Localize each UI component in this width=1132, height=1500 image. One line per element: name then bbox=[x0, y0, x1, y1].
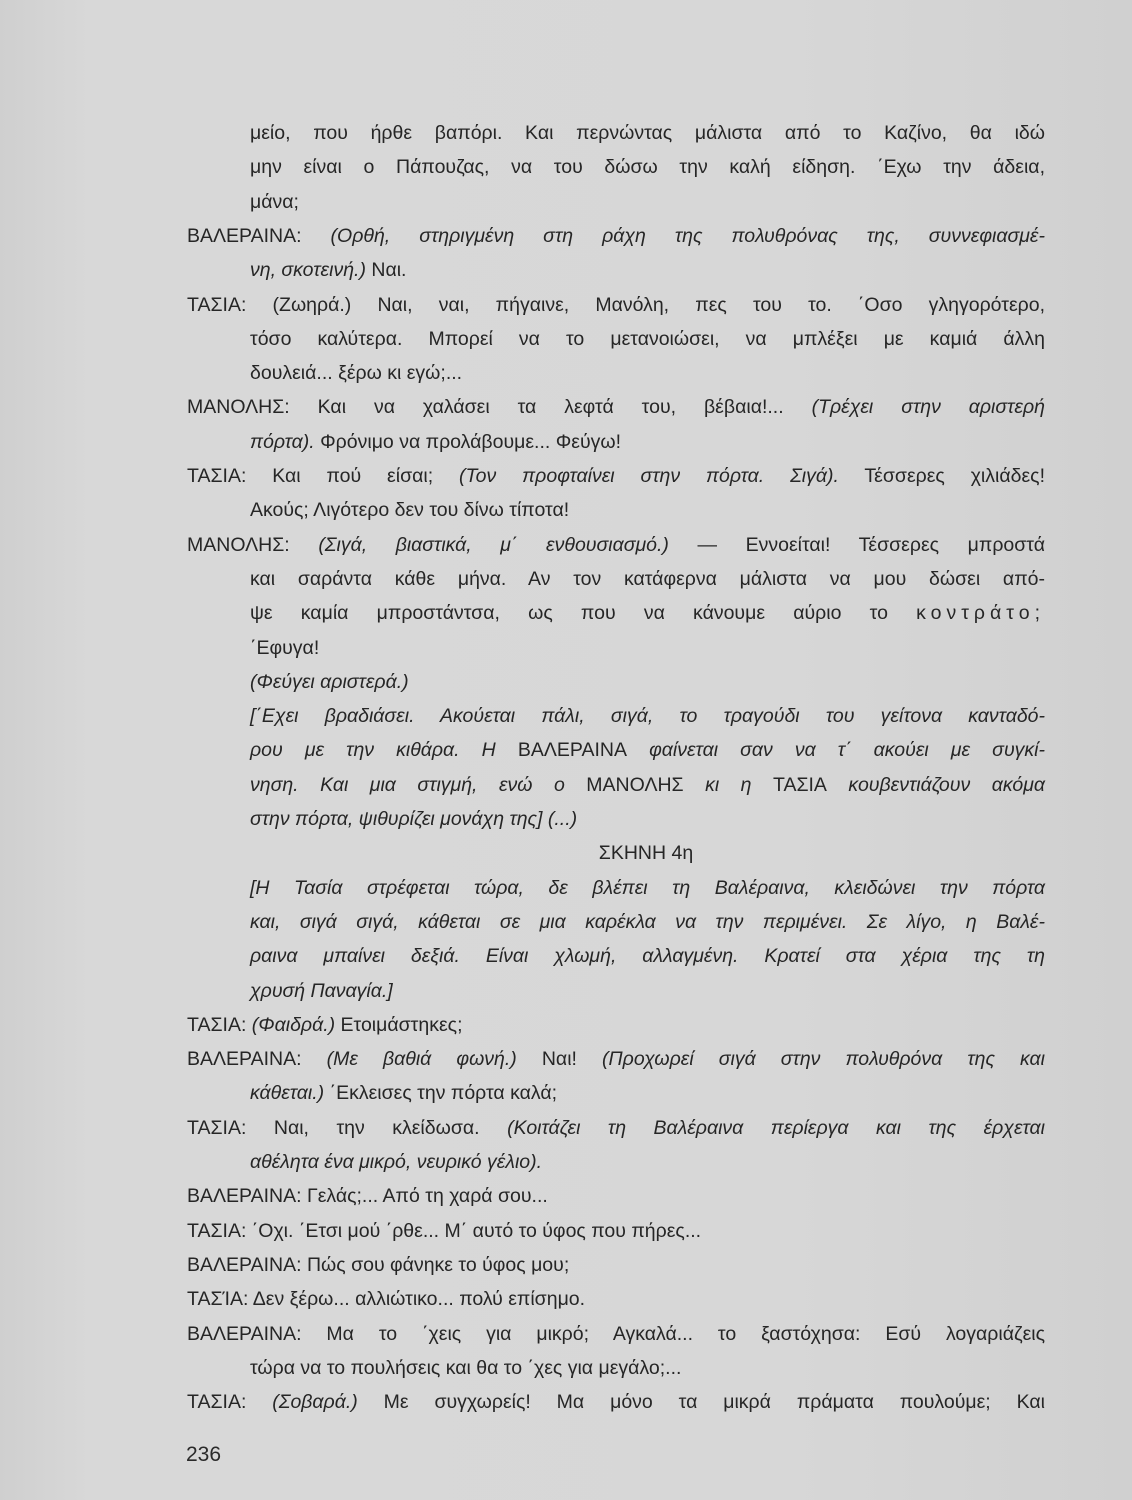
dialogue-text: ΜΑΝΟΛΗΣ: Και να χαλάσει τα λεφτά του, βέβαια!... bbox=[187, 396, 812, 419]
stage-direction: ρου με την κιθάρα. Η bbox=[250, 739, 518, 762]
dialogue-text: Τέσσερες χιλιάδες! bbox=[838, 465, 1045, 487]
text-line bbox=[250, 631, 1045, 665]
stage-direction: νηση. Και μια στιγμή, ενώ ο bbox=[250, 773, 587, 796]
stage-direction: πόρτα). bbox=[250, 430, 315, 453]
text-line bbox=[250, 596, 1045, 630]
text-line bbox=[250, 493, 1045, 527]
text-line bbox=[250, 768, 1045, 802]
dialogue-text: ΜΑΝΟΛΗΣ bbox=[586, 773, 684, 796]
text-line bbox=[250, 562, 1045, 596]
text-line bbox=[250, 974, 1045, 1008]
dialogue-text: ΒΑΛΕΡΑΙΝΑ: Μα το ΄χεις για μικρό; Αγκαλά... το ξαστόχησα: Εσύ λογαριάζεις bbox=[187, 1322, 1045, 1345]
dialogue-text: μην είναι ο Πάπουζας, να του δώσω την καλή είδηση. ΄Εχω την άδεια, bbox=[250, 156, 1045, 179]
text-line bbox=[250, 425, 1045, 459]
text-line bbox=[250, 1145, 1045, 1179]
dialogue-text: ΤΑΣΙΑ bbox=[772, 773, 827, 796]
text-line bbox=[187, 390, 1045, 424]
dialogue-text: ΒΑΛΕΡΑΙΝΑ: bbox=[187, 224, 331, 247]
text-line bbox=[250, 185, 1045, 219]
stage-direction: (Φαιδρά.) bbox=[251, 1013, 336, 1036]
text-line bbox=[250, 665, 1045, 699]
stage-direction: ραινα μπαίνει δεξιά. Είναι χλωμή, αλλαγμένη. Κρατεί στα χέρια της τη bbox=[250, 945, 1045, 968]
dialogue-text: τώρα να το πουλήσεις και θα το ΄χες για μεγάλο;... bbox=[250, 1356, 682, 1379]
stage-direction: (Σιγά, βιαστικά, μ΄ ενθουσιασμό.) bbox=[318, 533, 669, 556]
dialogue-text: ΤΑΣΙΑ: bbox=[187, 1391, 273, 1414]
stage-direction: (Κοιτάζει τη Βαλέραινα περίεργα και της έρχεται bbox=[507, 1116, 1045, 1139]
dialogue-text: Ετοιμάστηκες; bbox=[335, 1013, 463, 1036]
text-line bbox=[250, 116, 1045, 150]
text-line bbox=[187, 1214, 1045, 1248]
dialogue-text: ΒΑΛΕΡΑΙΝΑ: Γελάς;... Από τη χαρά σου... bbox=[187, 1185, 548, 1208]
stage-direction: στην πόρτα, ψιθυρίζει μονάχη της] (...) bbox=[250, 808, 578, 830]
stage-direction: (Φεύγει αριστερά.) bbox=[250, 670, 409, 693]
stage-direction: κουβεντιάζουν ακόμα bbox=[826, 773, 1045, 796]
dialogue-text: ΒΑΛΕΡΑΙΝΑ: bbox=[187, 1048, 327, 1071]
text-line bbox=[250, 939, 1045, 973]
stage-direction: κάθεται.) bbox=[250, 1082, 325, 1105]
dialogue-text: δουλειά... ξέρω κι εγώ;... bbox=[250, 362, 463, 385]
text-line bbox=[187, 1248, 1045, 1282]
stage-direction: [΄Εχει βραδιάσει. Ακούεται πάλι, σιγά, το τραγούδι του γείτονα κανταδό- bbox=[250, 705, 1045, 728]
stage-direction: και, σιγά σιγά, κάθεται σε μια καρέκλα να την περιμένει. Σε λίγο, η Βαλέ- bbox=[250, 910, 1045, 933]
stage-direction: νη, σκοτεινή.) bbox=[250, 259, 366, 282]
text-line bbox=[187, 1317, 1045, 1351]
text-line bbox=[187, 1042, 1045, 1076]
stage-direction: χρυσή Παναγία.] bbox=[250, 979, 393, 1002]
text-line bbox=[250, 905, 1045, 939]
dialogue-text: ΤΑΣΊΑ: Δεν ξέρω... αλλιώτικο... πολύ επίσημο. bbox=[187, 1288, 586, 1311]
dialogue-text: μείο, που ήρθε βαπόρι. Και περνώντας μάλιστα από το Καζίνο, θα ιδώ bbox=[250, 122, 1045, 144]
dialogue-text: μάνα; bbox=[250, 190, 299, 213]
dialogue-text: Ακούς; Λιγότερο δεν του δίνω τίποτα! bbox=[250, 499, 570, 522]
text-line bbox=[187, 1282, 1045, 1316]
text-line bbox=[187, 459, 1045, 493]
dialogue-text: Ναι. bbox=[365, 259, 407, 282]
text-line bbox=[250, 1351, 1045, 1385]
text-line bbox=[250, 356, 1045, 390]
dialogue-text: ΤΑΣΙΑ: Και πού είσαι; bbox=[187, 465, 460, 487]
text-line bbox=[250, 733, 1045, 767]
stage-direction: (Ορθή, στηριγμένη στη ράχη της πολυθρόνας της, συννεφιασμέ- bbox=[330, 224, 1045, 247]
text-line bbox=[250, 871, 1045, 905]
dialogue-text: κοντράτο; bbox=[916, 602, 1045, 625]
dialogue-text: Φρόνιμο να προλάβουμε... Φεύγω! bbox=[314, 430, 622, 453]
dialogue-text: ΒΑΛΕΡΑΙΝΑ: Πώς σου φάνηκε το ύφος μου; bbox=[187, 1253, 570, 1276]
stage-direction: (Προχωρεί σιγά στην πολυθρόνα της και bbox=[602, 1048, 1045, 1071]
text-line bbox=[187, 528, 1045, 562]
dialogue-text: — Εννοείται! Τέσσερες μπροστά bbox=[668, 533, 1045, 556]
text-line bbox=[250, 802, 1045, 836]
dialogue-text: ΤΑΣΙΑ: Ναι, την κλείδωσα. bbox=[187, 1116, 508, 1139]
dialogue-text: ΣΚΗΝΗ 4η bbox=[598, 842, 694, 865]
dialogue-text: ΄Εφυγα! bbox=[250, 636, 320, 659]
dialogue-text: και σαράντα κάθε μήνα. Αν τον κατάφερνα μάλιστα να μου δώσει από- bbox=[250, 567, 1045, 590]
stage-direction: [Η Τασία στρέφεται τώρα, δε βλέπει τη Βαλέραινα, κλειδώνει την πόρτα bbox=[250, 876, 1045, 899]
scene-heading bbox=[187, 836, 1045, 870]
stage-direction: (Σοβαρά.) bbox=[272, 1391, 358, 1414]
stage-direction: (Με βαθιά φωνή.) bbox=[326, 1048, 517, 1071]
dialogue-text: ΜΑΝΟΛΗΣ: bbox=[187, 533, 319, 556]
stage-direction: φαίνεται σαν να τ΄ ακούει με συγκί- bbox=[626, 739, 1045, 762]
text-line bbox=[250, 253, 1045, 287]
text-line bbox=[187, 1179, 1045, 1213]
text-line bbox=[187, 1385, 1045, 1419]
dialogue-text: Ναι! bbox=[516, 1048, 603, 1071]
text-line bbox=[187, 288, 1045, 322]
dialogue-text: ΤΑΣΙΑ: bbox=[187, 1013, 252, 1036]
dialogue-text: τόσο καλύτερα. Μπορεί να το μετανοιώσει, να μπλέξει με καμιά άλλη bbox=[250, 327, 1045, 350]
dialogue-text: ΄Εκλεισες την πόρτα καλά; bbox=[324, 1082, 558, 1105]
text-line bbox=[187, 1008, 1045, 1042]
stage-direction: κι η bbox=[683, 773, 773, 796]
stage-direction: (Τον προφταίνει στην πόρτα. Σιγά). bbox=[459, 465, 839, 487]
dialogue-text: Με συγχωρείς! Μα μόνο τα μικρά πράματα πουλούμε; Και bbox=[357, 1391, 1045, 1414]
dialogue-text: ΤΑΣΙΑ: ΄Οχι. ΄Ετσι μού ΄ρθε... Μ΄ αυτό το ύφος που πήρες... bbox=[187, 1219, 702, 1242]
text-line bbox=[187, 1111, 1045, 1145]
dialogue-text: ψε καμία μπροστάντσα, ως που να κάνουμε αύριο το bbox=[250, 602, 917, 625]
stage-direction: (Τρέχει στην αριστερή bbox=[811, 396, 1045, 419]
dialogue-text: ΒΑΛΕΡΑΙΝΑ bbox=[517, 739, 627, 762]
text-line bbox=[250, 322, 1045, 356]
dialogue-text: ΤΑΣΙΑ: (Ζωηρά.) Ναι, ναι, πήγαινε, Μανόλη, πες του το. ΄Οσο γληγορότερο, bbox=[187, 293, 1045, 316]
text-line bbox=[250, 150, 1045, 184]
text-line bbox=[250, 699, 1045, 733]
page-number: 236 bbox=[186, 1443, 222, 1466]
stage-direction: αθέλητα ένα μικρό, νευρικό γέλιο). bbox=[250, 1151, 543, 1173]
text-line bbox=[187, 219, 1045, 253]
text-line bbox=[250, 1076, 1045, 1110]
